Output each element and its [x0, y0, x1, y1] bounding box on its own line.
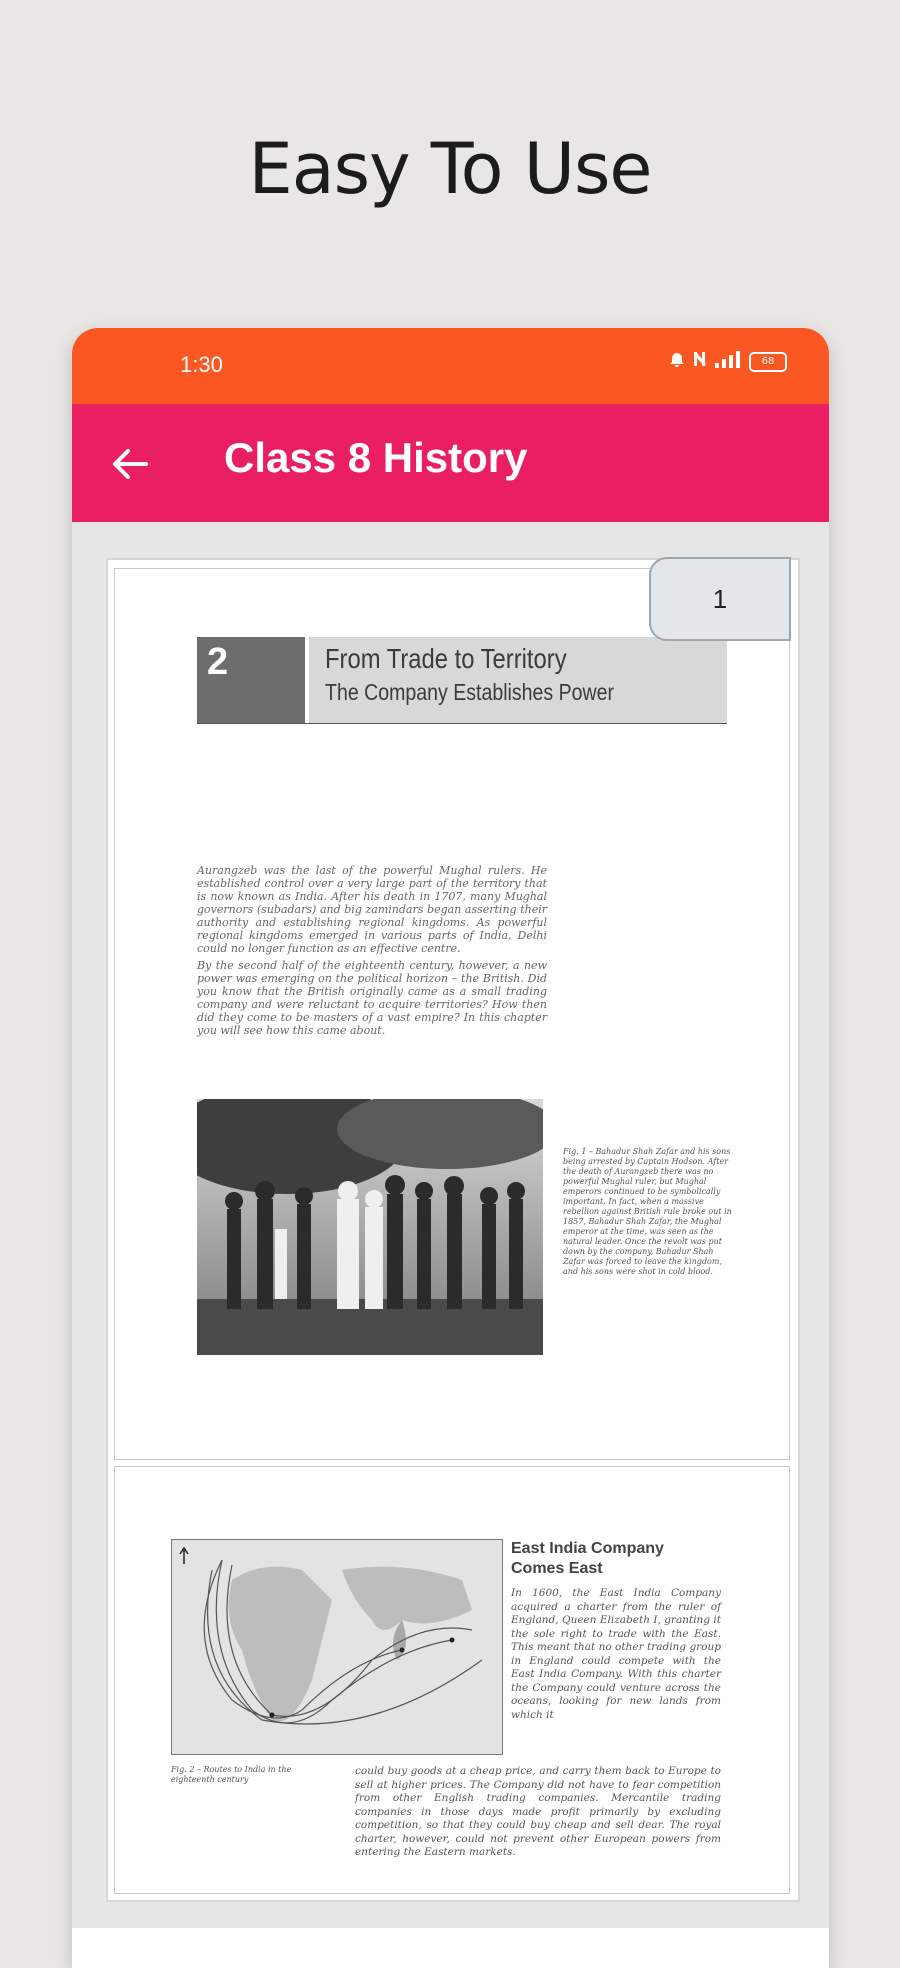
phone-frame [72, 328, 829, 1968]
page-number-indicator[interactable]: 1 [649, 557, 791, 641]
alarm-icon [669, 350, 685, 373]
figure-caption: Fig. 2 – Routes to India in the eighteenth century [171, 1765, 292, 1784]
pdf-viewer[interactable] [106, 558, 800, 1902]
chapter-title: From Trade to Territory [325, 643, 567, 674]
signal-icon [715, 350, 741, 373]
status-time: 1:30 [180, 352, 223, 377]
headline: Easy To Use [248, 128, 652, 210]
network-type-icon [693, 350, 707, 373]
pdf-page [114, 568, 790, 1460]
app-bar [72, 404, 829, 522]
paragraph: Aurangzeb was the last of the powerful Mughal rulers. He established control over a very large part of the territory that is now known as India. After his death in 1707, many Mughal governors (subadars) and big zamindars began asserting their authority and establishing regional kingdoms. As powerful regional kingdoms emerged in various parts of India, Delhi could no longer function as an effective centre. [197, 864, 547, 955]
chapter-header [197, 637, 727, 723]
app-title: Class 8 History [224, 434, 528, 481]
historical-illustration [197, 1099, 543, 1355]
pdf-page [114, 1466, 790, 1894]
battery-icon: 68 [749, 352, 787, 372]
section-heading: East India Company Comes East [511, 1540, 664, 1577]
status-bar [72, 328, 829, 404]
paragraph: By the second half of the eighteenth century, however, a new power was emerging on the political horizon – the British. Did you know that the British originally came as a small trading company and were reluctant to acquire territories? How then did they come to be masters of a vast empire? In this chapter you will see how this came about. [197, 959, 547, 1037]
bottom-bar [72, 1928, 829, 1968]
chapter-number: 2 [197, 637, 305, 723]
chapter-subtitle: The Company Establishes Power [325, 679, 615, 705]
figure-caption: Fig. 1 – Bahadur Shah Zafar and his sons being arrested by Captain Hodson. After the death of Aurangzeb there was no powerful Mughal ruler, but Mughal emperors continued to be symbolically important. In fact, when a massive rebellion against British rule broke out in 1857, Bahadur Shah Zafar, the Mughal emperor at the time, was seen as the natural leader. Once the revolt was put down by the company, Bahadur Shah Zafar was forced to leave the kingdom, and his sons were shot in cold blood. [563, 1147, 732, 1276]
status-icons [669, 350, 787, 373]
chapter-title-block [305, 637, 727, 723]
section-text: could buy goods at a cheap price, and carry them back to Europe to sell at higher prices. The Company did not have to fear competition from other English trading companies. Mercantile trading companies in those days made profit primarily by excluding competition, so that they could buy cheap and sell dear. The royal charter, however, could not prevent other European powers from entering the Eastern markets. [355, 1765, 721, 1858]
back-arrow-icon [108, 442, 152, 486]
back-button[interactable] [108, 442, 152, 486]
trade-routes-map [171, 1539, 503, 1755]
chapter-intro-text [197, 864, 547, 1041]
section-text: In 1600, the East India Company acquired a charter from the ruler of England, Queen Elizabeth I, granting it the sole right to trade with the East. This meant that no other trading group in England could compete with the East India Company. With this charter the Company could venture across the oceans, looking for new lands from which it [511, 1587, 721, 1721]
